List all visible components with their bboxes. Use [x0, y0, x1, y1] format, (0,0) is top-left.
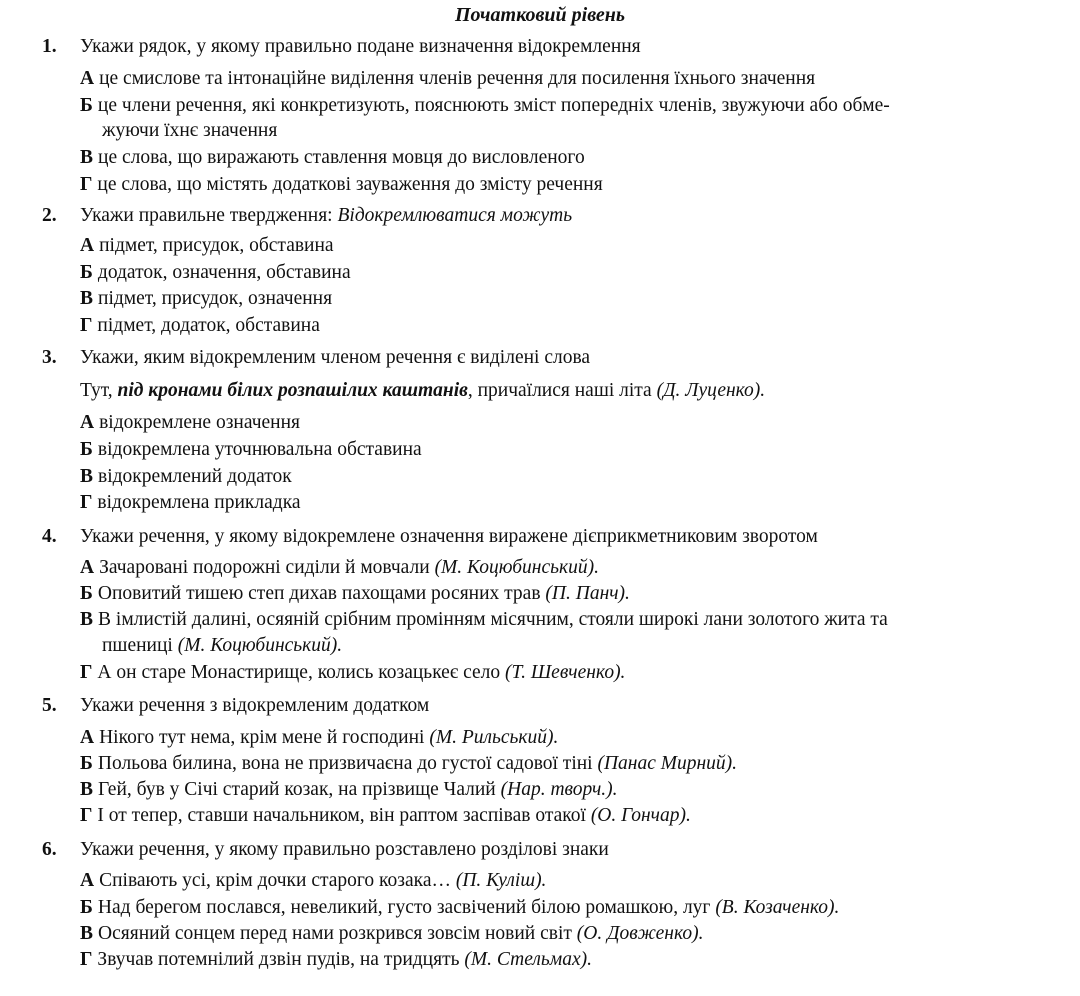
question-prompt: Укажи рядок, у якому правильно подане визначення відокремлення [80, 36, 641, 57]
option-text: Оповитий тишею степ дихав пахощами росяних трав [97, 583, 546, 604]
answer-option [80, 173, 603, 197]
option-text: підмет, присудок, обставина [99, 235, 334, 256]
option-text: це слова, що виражають ставлення мовця до висловленого [98, 147, 585, 168]
question-number: 5. [42, 695, 57, 716]
option-text: Звучав потемнілий дзвін пудів, на тридцять [97, 949, 465, 970]
question-prompt: Укажи речення, у якому правильно розставлено розділові знаки [80, 839, 609, 860]
page-title: Початковий рівень [454, 4, 626, 26]
source-citation: (М. Коцюбинський). [434, 557, 599, 578]
answer-option [80, 411, 300, 435]
answer-option [80, 661, 625, 685]
source-citation: (М. Коцюбинський). [177, 635, 343, 656]
option-text: Над берегом послався, невеликий, густо засвічений білою ромашкою, луг [97, 897, 716, 918]
option-text: підмет, додаток, обставина [97, 315, 320, 336]
source-citation: (О. Довженко). [576, 923, 704, 944]
option-letter: Б [80, 583, 93, 604]
option-letter: Г [80, 805, 93, 826]
option-letter: В [80, 779, 94, 800]
question-number: 6. [42, 839, 57, 860]
option-letter: Г [80, 315, 93, 336]
option-text-continued: жуючи їхнє значення [102, 120, 278, 141]
source-citation: (М. Рильський). [429, 727, 559, 748]
example-text: , причаїлися наші літа [467, 380, 657, 401]
answer-option [80, 922, 703, 946]
option-text: це слова, що містять додаткові зауваження до змісту речення [97, 174, 603, 195]
answer-option [80, 726, 558, 750]
answer-option [80, 465, 292, 489]
option-letter: В [80, 288, 94, 309]
question-number: 3. [42, 347, 57, 368]
option-text: Співають усі, крім дочки старого козака… [99, 870, 456, 891]
option-text: І от тепер, ставши начальником, він раптом заспівав отакої [97, 805, 591, 826]
question-prompt: Укажи, яким відокремленим членом речення є виділені слова [80, 347, 591, 368]
answer-option [80, 491, 301, 515]
question-number: 4. [42, 526, 57, 547]
option-text: це члени речення, які конкретизують, пояснюють зміст попередніх членів, звужуючи або обме- [97, 95, 890, 116]
answer-option [80, 804, 691, 828]
option-text: Осяяний сонцем перед нами розкрився зовсім новий світ [98, 923, 577, 944]
answer-option [80, 608, 888, 632]
answer-option [80, 869, 546, 893]
question-number: 2. [42, 205, 57, 226]
source-citation: (М. Стельмах). [464, 949, 593, 970]
example-text: Тут, [80, 380, 118, 401]
answer-option [80, 146, 585, 170]
source-citation: (Панас Мирний). [597, 753, 738, 774]
option-letter: Г [80, 174, 93, 195]
option-text: це смислове та інтонаційне виділення членів речення для посилення їхнього значення [99, 68, 816, 89]
question-prompt: Укажи речення з відокремленим додатком [80, 695, 430, 716]
answer-option [80, 556, 599, 580]
option-letter: В [80, 147, 94, 168]
source-citation: (В. Козаченко). [715, 897, 840, 918]
source-citation: (Д. Луценко). [656, 380, 766, 401]
option-letter: А [80, 68, 95, 89]
answer-option [80, 778, 618, 802]
option-text: А он старе Монастирище, колись козацькеє село [97, 662, 505, 683]
answer-option [80, 67, 815, 91]
option-letter: Б [80, 753, 93, 774]
option-text: Гей, був у Січі старий козак, на прізвище Чалий [98, 779, 501, 800]
option-letter: В [80, 923, 94, 944]
option-letter: Г [80, 949, 93, 970]
question-prompt: Укажи речення, у якому відокремлене означення виражене дієприкметниковим зворотом [80, 526, 818, 547]
example-sentence [80, 379, 765, 403]
question-prompt [80, 204, 572, 228]
option-letter: Б [80, 262, 93, 283]
option-text: додаток, означення, обставина [97, 262, 351, 283]
option-letter: А [80, 727, 95, 748]
option-text: пшениці [102, 635, 178, 656]
answer-option [80, 261, 351, 285]
option-letter: Б [80, 439, 93, 460]
question-number: 1. [42, 36, 57, 57]
option-text-continued [102, 634, 342, 658]
option-letter: А [80, 870, 95, 891]
source-citation: (П. Куліш). [455, 870, 547, 891]
option-letter: А [80, 235, 95, 256]
option-text: відокремлений додаток [98, 466, 292, 487]
option-text: Польова билина, вона не призвичаєна до густої садової тіні [97, 753, 598, 774]
answer-option [80, 287, 332, 311]
answer-option [80, 234, 334, 258]
option-text: В імлистій далині, осяяній срібним промінням місячним, стояли широкі лани золотого жита та [98, 609, 888, 630]
answer-option [80, 582, 630, 606]
option-text: підмет, присудок, означення [98, 288, 333, 309]
option-letter: В [80, 609, 94, 630]
option-letter: Б [80, 95, 93, 116]
option-text: Зачаровані подорожні сиділи й мовчали [99, 557, 435, 578]
option-text: відокремлена уточнювальна обставина [97, 439, 422, 460]
option-letter: Г [80, 492, 93, 513]
source-citation: (П. Панч). [545, 583, 630, 604]
option-text: відокремлене означення [99, 412, 301, 433]
option-letter: А [80, 412, 95, 433]
option-text: відокремлена прикладка [97, 492, 301, 513]
option-letter: В [80, 466, 94, 487]
option-letter: А [80, 557, 95, 578]
prompt-text: Укажи правильне твердження: [80, 205, 338, 226]
answer-option [80, 438, 422, 462]
answer-option [80, 752, 737, 776]
answer-option [80, 314, 320, 338]
answer-option [80, 896, 839, 920]
source-citation: (Нар. творч.). [500, 779, 618, 800]
option-text: Нікого тут нема, крім мене й господині [99, 727, 430, 748]
option-letter: Г [80, 662, 93, 683]
answer-option [80, 948, 592, 972]
option-letter: Б [80, 897, 93, 918]
prompt-italic: Відокремлюватися можуть [337, 205, 573, 226]
answer-option [80, 94, 890, 118]
source-citation: (Т. Шевченко). [504, 662, 626, 683]
highlighted-words: під кронами білих розпашілих каштанів [117, 380, 468, 401]
source-citation: (О. Гончар). [590, 805, 691, 826]
